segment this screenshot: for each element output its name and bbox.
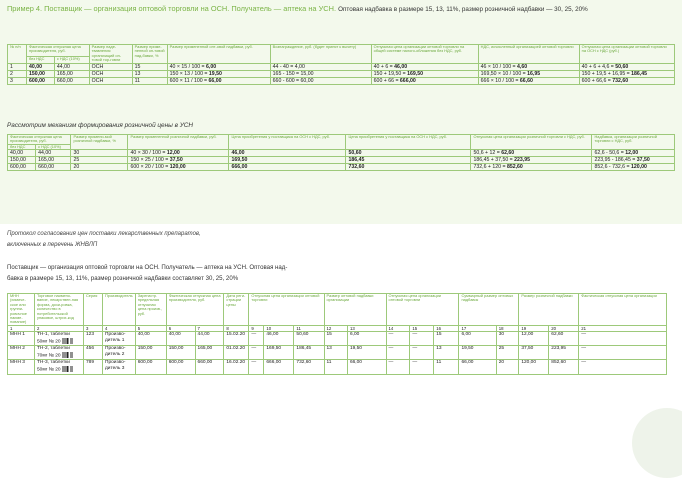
cell: МНН 3 [8, 360, 35, 374]
col-number: 17 [459, 325, 496, 331]
col-header: № п/п [8, 45, 27, 64]
result: 19,50 [208, 70, 222, 77]
result: 46,00 [394, 63, 408, 70]
formula: 600 + 66,6 = [581, 77, 613, 84]
cell: 15 [434, 331, 459, 345]
cell [579, 70, 674, 77]
cell: 13 [434, 346, 459, 360]
result: 66,00 [208, 77, 222, 84]
cell: 25 [71, 157, 128, 164]
col-header: Отпускная цена организации оптовой торговли [249, 294, 324, 326]
cell: МНН 1 [8, 331, 35, 345]
cell [471, 164, 592, 171]
result: 666,00 [399, 77, 416, 84]
col-header: Зарегистр. предельная отпускная цена произв., руб. [135, 294, 166, 326]
cell: 66,00 [459, 360, 496, 374]
note-line: включенных в перечень ЖНВЛП [7, 242, 98, 248]
formula: 150 × 25 / 100 = [130, 157, 170, 164]
formula: 40 × 15 / 100 = [169, 63, 207, 70]
product-name: ТН-1, таблетки 50мг № 20 [37, 331, 70, 345]
paragraph-line: бавка в размере 15, 13, 11%, размер розничной надбавки составляет 30, 25, 20% [7, 275, 239, 282]
cell: 15 [132, 63, 167, 70]
col-number: 3 [84, 325, 103, 331]
cell: 186,45 [294, 346, 324, 360]
protocol-table [7, 293, 667, 375]
formula: 150 + 19,5 + 16,95 = [581, 70, 632, 77]
result: 12,00 [166, 150, 180, 157]
subtitle: Оптовая надбавка в размере 15, 13, 11%, размер розничной надбавки — 30, 25, 20% [338, 6, 588, 13]
cell: ОСН [89, 70, 132, 77]
cell: 62,60 [549, 331, 579, 345]
formula: 732,6 + 120 = [473, 164, 507, 171]
cell: 223,95 [549, 346, 579, 360]
cell [371, 77, 478, 84]
retail-heading: Рассмотрим механизм формирования розничной цены в УСН [7, 122, 194, 129]
table-row [8, 150, 675, 157]
retail-table [7, 134, 675, 171]
col-number: 15 [410, 325, 434, 331]
cell: 19,50 [347, 346, 386, 360]
formula: 40 + 6 = [373, 63, 395, 70]
cell: 732,60 [294, 360, 324, 374]
cell: 6,00 [347, 331, 386, 345]
col-header: Дата реги-страции цены [224, 294, 249, 326]
cell: 11 [434, 360, 459, 374]
col-header: Размер оптовой надбавки организации [324, 294, 386, 326]
col-header: Размер примени-мой розничной надбавки, % [71, 135, 128, 150]
col-number: 13 [347, 325, 386, 331]
col-header: Фактическая отпускная цена производителя, руб. [27, 45, 90, 57]
protocol-paragraph [7, 262, 337, 284]
table-row [8, 157, 675, 164]
note-line: Протокол согласования цен поставки лекарственных препаратов, [7, 231, 201, 237]
cell: 165,00 [195, 346, 224, 360]
result: 169,50 [407, 70, 424, 77]
table-row [8, 346, 667, 360]
result: 37,50 [636, 157, 650, 164]
col-header: Цена приобретения у поставщика на ОСН с НДС, руб. [346, 135, 471, 150]
cell: 600,00 [8, 164, 36, 171]
cell: 19,50 [459, 346, 496, 360]
paragraph-line: Поставщик — организация оптовой торговли на ОСН. Получатель — аптека на УСН. Оптовая над- [7, 264, 288, 271]
cell: 666,00 [264, 360, 294, 374]
product-name: ТН-2, таблетки 70мг № 20 [37, 346, 70, 359]
cell: 2 [8, 70, 27, 77]
cell: — [579, 331, 667, 345]
cell [592, 150, 675, 157]
cell: 732,60 [346, 164, 471, 171]
result: 16,95 [527, 70, 541, 77]
col-number: 18 [496, 325, 519, 331]
formula: 46 × 10 / 100 = [480, 63, 518, 70]
cell: 46,00 [229, 150, 346, 157]
cell: 25 [496, 346, 519, 360]
cell: 600,00 [27, 77, 55, 84]
product-name: ТН-3, таблетки 50мг № 20 [37, 360, 70, 373]
result: 120,00 [630, 164, 647, 171]
cell: 30 [496, 331, 519, 345]
cell: 13 [132, 70, 167, 77]
cell: 50,60 [294, 331, 324, 345]
col-number: 1 [8, 325, 35, 331]
cell [35, 331, 84, 345]
result: 732,60 [612, 77, 629, 84]
result: 6,00 [206, 63, 217, 70]
formula: 150 + 19,50 = [373, 70, 408, 77]
col-header: Размер примененной опт-овой надбавки, руб. [167, 45, 270, 64]
result: 4,60 [517, 63, 528, 70]
cell: 150,00 [166, 346, 195, 360]
col-header: Вознаграждение, руб. (будет принят к вычету) [270, 45, 371, 64]
result: 852,60 [506, 164, 523, 171]
cell: 50,60 [346, 150, 471, 157]
cell: 165,00 [36, 157, 71, 164]
result: 37,50 [169, 157, 183, 164]
cell: 15 [324, 331, 347, 345]
col-header: НДС, исчисленный организацией оптовой торговли [478, 45, 579, 64]
cell: ОСН [89, 63, 132, 70]
cell [471, 157, 592, 164]
cell: 30 [71, 150, 128, 157]
cell: Произво-дитель 1 [103, 331, 136, 345]
result: 12,00 [625, 150, 639, 157]
cell [371, 70, 478, 77]
cell: — [249, 346, 264, 360]
cell [128, 157, 229, 164]
cell: 16.02.20 [224, 360, 249, 374]
formula: 40 × 30 / 100 = [130, 150, 167, 157]
page-corner-shape [632, 408, 682, 478]
col-number: 2 [35, 325, 84, 331]
sub-header: с НДС (10%) [36, 144, 71, 149]
cell: Произво-дитель 2 [103, 346, 136, 360]
col-header: Фактическая отпускная цена организации [579, 294, 667, 326]
example-title [7, 4, 667, 15]
col-number: 21 [579, 325, 667, 331]
col-header: Надбавка, организации розничной торговли с НДС, руб. [592, 135, 675, 150]
cell [167, 63, 270, 70]
cell [35, 346, 84, 360]
col-header: Фактическая отпускная цена производителя, руб. [8, 135, 71, 145]
cell: 40,00 [8, 150, 36, 157]
formula: 169,50 × 10 / 100 = [480, 70, 528, 77]
cell: — [249, 331, 264, 345]
cell: — [410, 331, 434, 345]
cell [592, 164, 675, 171]
sub-header: без НДС [27, 57, 55, 64]
cell: 120,00 [519, 360, 549, 374]
col-header: Отпускная цена организации оптовой торговли на общей системе налого-обложения без НДС, руб. [371, 45, 478, 64]
cell: 46,00 [264, 331, 294, 345]
cell: 150,00 [8, 157, 36, 164]
cell [35, 360, 84, 374]
cell: — [386, 360, 410, 374]
cell: 186,45 [346, 157, 471, 164]
formula: 50,6 + 12 = [473, 150, 502, 157]
cell [167, 77, 270, 84]
col-header: Размер приме-ненной оп-товой над-бавки, % [132, 45, 167, 64]
barcode-icon [62, 366, 74, 372]
col-header: Размер примененной розничной надбавки, руб. [128, 135, 229, 150]
cell [167, 70, 270, 77]
table-row [8, 360, 667, 374]
formula: 666 × 10 / 100 = [480, 77, 520, 84]
example-section [0, 0, 682, 224]
cell: 13 [324, 346, 347, 360]
cell: ОСН [89, 77, 132, 84]
cell: 660,00 [54, 77, 89, 84]
sub-header: без НДС [8, 144, 36, 149]
formula: 40 + 6 + 4,6 = [581, 63, 616, 70]
col-number: 16 [434, 325, 459, 331]
cell: — [386, 346, 410, 360]
col-number: 4 [103, 325, 136, 331]
formula: 223,95 - 186,45 = [594, 157, 637, 164]
col-number: 8 [224, 325, 249, 331]
formula: 62,6 - 50,6 = [594, 150, 626, 157]
cell: — [579, 360, 667, 374]
col-header: Фактическая отпускная цена производителя, руб. [166, 294, 224, 326]
cell: — [410, 346, 434, 360]
col-number: 20 [549, 325, 579, 331]
cell: 169,50 [229, 157, 346, 164]
cell: МНН 2 [8, 346, 35, 360]
cell: 165,00 [54, 70, 89, 77]
cell: 660 - 600 = 60,00 [270, 77, 371, 84]
col-header: Торговое наимено-вание, лекарствен-ная форма, дози-ровка, количество в потребительской упаковке, штрих-код [35, 294, 84, 326]
title-prefix: Пример 4. [7, 4, 45, 13]
table-row [8, 77, 675, 84]
col-header: Отпускная цена организации розничной торговли с НДС, руб. [471, 135, 592, 150]
col-header: Цена приобретения у поставщика на ОСН с НДС, руб. [229, 135, 346, 150]
cell: — [386, 331, 410, 345]
result: 223,95 [514, 157, 531, 164]
col-number: 6 [166, 325, 195, 331]
title-green: Поставщик — организация оптовой торговли на ОСН. Получатель — аптека на УСН. [44, 4, 337, 13]
formula: 150 × 13 / 100 = [169, 70, 209, 77]
cell: 40,00 [135, 331, 166, 345]
result: 66,60 [519, 77, 533, 84]
col-number: 5 [135, 325, 166, 331]
cell: 20 [71, 164, 128, 171]
table-row [8, 164, 675, 171]
cell: 44,00 [195, 331, 224, 345]
formula: 186,45 + 37,50 = [473, 157, 515, 164]
cell: 852,60 [549, 360, 579, 374]
col-header: Отпускная цена организации оптовой торговли [386, 294, 459, 326]
cell [478, 70, 579, 77]
cell: 11 [324, 360, 347, 374]
col-header: Суммарный размер оптовых надбавок [459, 294, 519, 326]
cell: 3 [8, 77, 27, 84]
cell: 66,00 [347, 360, 386, 374]
formula: 852,6 - 732,6 = [594, 164, 631, 171]
cell [592, 157, 675, 164]
cell [579, 63, 674, 70]
cell: 150,00 [135, 346, 166, 360]
col-header: Размер наде-твавления организаций оп-товой тор-говли [89, 45, 132, 64]
col-header: Серия [84, 294, 103, 326]
cell: 20 [496, 360, 519, 374]
cell: 169,50 [264, 346, 294, 360]
cell [478, 63, 579, 70]
cell [471, 150, 592, 157]
cell: 600,00 [135, 360, 166, 374]
cell: 15.02.20 [224, 331, 249, 345]
col-number: 11 [294, 325, 324, 331]
cell [579, 77, 674, 84]
cell: — [579, 346, 667, 360]
cell: 44,00 [36, 150, 71, 157]
cell: 44 - 40 = 4,00 [270, 63, 371, 70]
col-number: 19 [519, 325, 549, 331]
cell: 165 - 150 = 15,00 [270, 70, 371, 77]
col-number: 14 [386, 325, 410, 331]
cell [128, 164, 229, 171]
cell: 789 [84, 360, 103, 374]
cell: 11 [132, 77, 167, 84]
col-number: 7 [195, 325, 224, 331]
cell: 40,00 [27, 63, 55, 70]
col-header: Производитель [103, 294, 136, 326]
cell: — [249, 360, 264, 374]
cell: Произво-дитель 3 [103, 360, 136, 374]
barcode-icon [62, 352, 74, 358]
cell: — [410, 360, 434, 374]
cell: 6,00 [459, 331, 496, 345]
formula: 600 × 20 / 100 = [130, 164, 170, 171]
cell [478, 77, 579, 84]
table-row [8, 331, 667, 345]
col-number: 10 [264, 325, 294, 331]
cell: 150,00 [27, 70, 55, 77]
barcode-icon [62, 338, 74, 344]
cell [128, 150, 229, 157]
cell: 666,00 [229, 164, 346, 171]
cell: 40,00 [166, 331, 195, 345]
cell [371, 63, 478, 70]
formula: 600 + 66 = [373, 77, 400, 84]
cell: 660,00 [36, 164, 71, 171]
cell: 456 [84, 346, 103, 360]
sub-header: с НДС (10%) [54, 57, 89, 64]
formula: 600 × 11 / 100 = [169, 77, 209, 84]
col-header: Размер розничной надбавки [519, 294, 579, 326]
result: 186,45 [631, 70, 648, 77]
result: 62,60 [501, 150, 515, 157]
cell: 660,00 [195, 360, 224, 374]
table-row [8, 70, 675, 77]
cell: 600,00 [166, 360, 195, 374]
wholesale-table [7, 44, 675, 85]
col-header: МНН (химиче-ское или группи-ровочное наиме-нование) [8, 294, 35, 326]
cell: 44,00 [54, 63, 89, 70]
result: 50,60 [615, 63, 629, 70]
cell: 123 [84, 331, 103, 345]
col-number: 12 [324, 325, 347, 331]
table-row [8, 63, 675, 70]
result: 120,00 [169, 164, 186, 171]
cell: 1 [8, 63, 27, 70]
cell: 37,50 [519, 346, 549, 360]
protocol-note [7, 229, 201, 251]
col-number: 9 [249, 325, 264, 331]
cell: 12,00 [519, 331, 549, 345]
cell: 01.02.20 [224, 346, 249, 360]
col-header: Отпускная цена организации оптовой торговли на ОСН с НДС (руб.) [579, 45, 674, 64]
